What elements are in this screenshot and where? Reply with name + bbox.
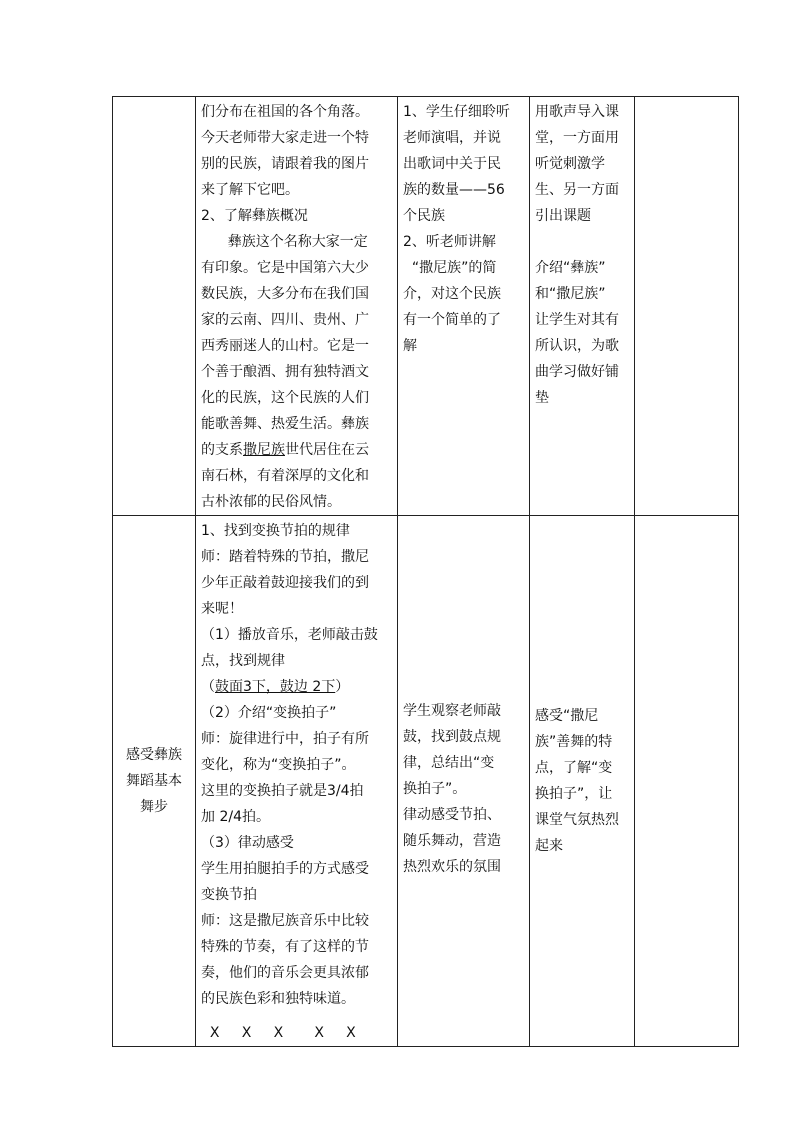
text-line: 们分布在祖国的各个角落。	[201, 104, 369, 120]
rhythm-note	[201, 674, 392, 700]
lesson-plan-table	[112, 96, 739, 1047]
text-line: 课堂气氛热烈	[535, 812, 619, 828]
student-activity-cell	[398, 97, 530, 516]
stage-line: 感受彝族	[126, 747, 182, 763]
text-line: 这里的变换拍子就是3/4拍	[201, 783, 364, 799]
text-line: 化的民族，这个民族的人们	[201, 390, 369, 406]
text-line: 变化，称为“变换拍子”。	[201, 757, 356, 773]
design-intent-cell	[530, 516, 635, 1047]
text-line: 感受“撒尼	[535, 708, 599, 724]
text-line: 加 2/4拍。	[201, 809, 270, 825]
student-activity	[398, 97, 529, 359]
text-run: 世代居住在云	[285, 442, 369, 458]
text-line: 变换节拍	[201, 887, 257, 903]
text-line: 师：这是撒尼族音乐中比较	[201, 913, 369, 929]
text-line: 彝族这个名称大家一定	[201, 234, 368, 250]
text-line: 点，了解“变	[535, 760, 613, 776]
text-line: 师：旋律进行中，拍子有所	[201, 731, 369, 747]
table-row	[113, 516, 739, 1047]
text-line: 家的云南、四川、贵州、广	[201, 312, 369, 328]
text-line: 让学生对其有	[535, 312, 619, 328]
text-line: 曲学习做好铺	[535, 364, 619, 380]
text-line: 个善于酿酒、拥有独特酒文	[201, 364, 369, 380]
text-line: 2、听老师讲解	[403, 234, 496, 250]
text-line: “撒尼族”的简	[403, 260, 497, 276]
text-run: 的支系	[201, 442, 243, 458]
text-line: 用歌声导入课	[535, 104, 619, 120]
text-line: 师：踏着特殊的节拍，撒尼	[201, 549, 369, 565]
student-activity-cell	[398, 516, 530, 1047]
text-line: 换拍子”。	[403, 781, 467, 797]
text-line: 学生观察老师敲	[403, 703, 501, 719]
text-line: 换拍子”，让	[535, 786, 613, 802]
text-line: 少年正敲着鼓迎接我们的到	[201, 575, 369, 591]
text-line: 引出课题	[535, 208, 591, 224]
text-line: 和“撒尼族”	[535, 286, 606, 302]
design-intent	[530, 703, 634, 859]
text-run: （	[201, 679, 215, 695]
design-intent-cell	[530, 97, 635, 516]
notes-cell	[635, 97, 739, 516]
text-line: 起来	[535, 838, 563, 854]
text-line: 个民族	[403, 208, 445, 224]
text-line: 数民族，大多分布在我们国	[201, 286, 369, 302]
text-line: 西秀丽迷人的山村。它是一	[201, 338, 369, 354]
text-line	[201, 437, 392, 463]
notes-cell	[635, 516, 739, 1047]
text-line: 热烈欢乐的氛围	[403, 859, 501, 875]
text-line: 点，找到规律	[201, 653, 285, 669]
content-cell	[196, 97, 398, 516]
text-line: 1、学生仔细聆听	[403, 104, 510, 120]
text-line: 族”善舞的特	[535, 734, 613, 750]
text-line: 南石林，有着深厚的文化和	[201, 468, 369, 484]
text-line: 1、找到变换节拍的规律	[201, 523, 350, 539]
text-run: 撒尼族	[243, 442, 285, 458]
stage-cell	[113, 97, 196, 516]
text-line: 奏，他们的音乐会更具浓郁	[201, 965, 369, 981]
stage-title	[113, 742, 195, 820]
text-line: 垫	[535, 390, 549, 406]
text-line: 来呢！	[201, 601, 243, 617]
text-line: 堂，一方面用	[535, 130, 619, 146]
text-line: 今天老师带大家走进一个特	[201, 130, 369, 146]
text-run: ）	[335, 679, 350, 695]
text-line: 生、另一方面	[535, 182, 619, 198]
text-line: 介绍“彝族”	[535, 260, 606, 276]
text-line: 出歌词中关于民	[403, 156, 501, 172]
stage-line: 舞蹈基本	[126, 773, 182, 789]
text-line: 有一个简单的了	[403, 312, 501, 328]
text-line: 族的数量——56	[403, 182, 505, 198]
text-line: 特殊的节奏，有了这样的节	[201, 939, 369, 955]
text-line: 所认识，为歌	[535, 338, 619, 354]
text-line: 学生用拍腿拍手的方式感受	[201, 861, 369, 877]
text-line: 听觉刺激学	[535, 156, 605, 172]
text-line: 随乐舞动，营造	[403, 833, 501, 849]
text-line: 律动感受节拍、	[403, 807, 501, 823]
teaching-content	[196, 516, 397, 1046]
text-line: 古朴浓郁的民俗风情。	[201, 494, 341, 510]
text-line: 2、了解彝族概况	[201, 208, 308, 224]
rhythm-x-marks: X X X X X	[201, 1025, 356, 1041]
content-cell	[196, 516, 398, 1047]
text-line: 老师演唱，并说	[403, 130, 501, 146]
text-line: （2）介绍“变换拍子”	[201, 705, 337, 721]
text-run: 鼓面3下，鼓边 2下	[215, 679, 336, 695]
text-line: 能歌善舞、热爱生活。彝族	[201, 416, 369, 432]
text-line: 的民族色彩和独特味道。	[201, 991, 355, 1007]
text-line: 来了解下它吧。	[201, 182, 299, 198]
table-row	[113, 97, 739, 516]
stage-cell	[113, 516, 196, 1047]
student-activity	[398, 682, 529, 880]
text-line: 律，总结出“变	[403, 755, 495, 771]
teaching-content	[196, 97, 397, 515]
text-line: （1）播放音乐，老师敲击鼓	[201, 627, 378, 643]
text-line: （3）律动感受	[201, 835, 294, 851]
text-line: 别的民族，请跟着我的图片	[201, 156, 369, 172]
stage-line: 舞步	[140, 799, 168, 815]
text-line: 介，对这个民族	[403, 286, 501, 302]
text-line: 鼓，找到鼓点规	[403, 729, 501, 745]
spacer	[535, 229, 629, 255]
design-intent	[530, 97, 634, 411]
text-line: 有印象。它是中国第六大少	[201, 260, 369, 276]
text-line: 解	[403, 338, 417, 354]
